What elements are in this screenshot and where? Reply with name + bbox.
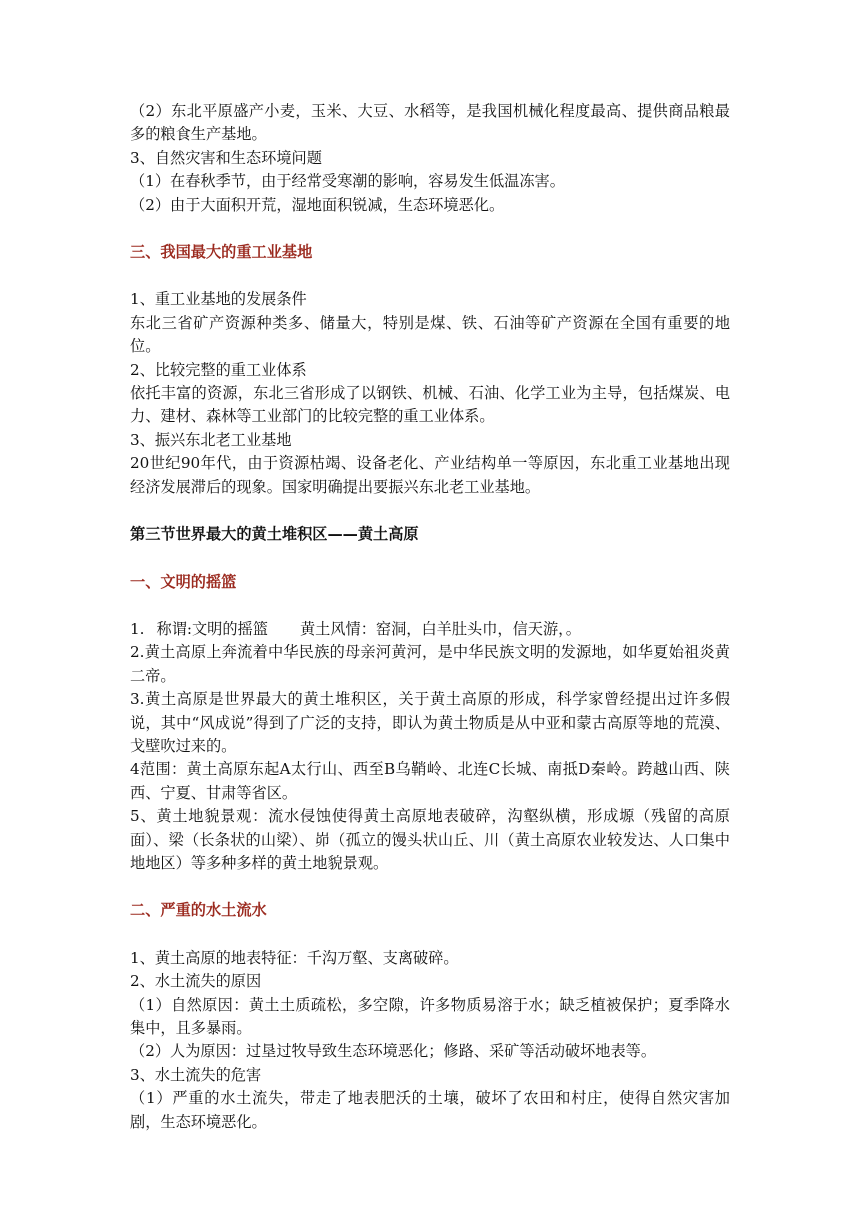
paragraph-wind-theory: 3.黄土高原是世界最大的黄土堆积区，关于黄土高原的形成，科学家曾经提出过许多假说，其中“风成说”得到了广泛的支持，即认为黄土物质是从中亚和蒙古高原等地的荒漠、戈壁吹过来的。	[130, 690, 730, 755]
section-heading-cradle-of-civilization: 一、文明的摇篮	[130, 572, 237, 591]
subheading-natural-disasters: 3、自然灾害和生态环境问题	[130, 148, 322, 167]
paragraph-wetland: （2）由于大面积开荒，湿地面积锐减，生态环境恶化。	[130, 195, 505, 214]
paragraph-surface-features: 1、黄土高原的地表特征：千沟万壑、支离破碎。	[130, 948, 459, 967]
paragraph-title-and-customs	[130, 618, 730, 641]
document-page	[130, 100, 730, 1134]
paragraph-northeast-plain: （2）东北平原盛产小麦，玉米、大豆、水稻等，是我国机械化程度最高、提供商品粮最多的粮食生产基地。	[130, 102, 730, 144]
paragraph-industry-system: 依托丰富的资源，东北三省形成了以钢铁、机械、石油、化学工业为主导，包括煤炭、电力、建材、森林等工业部门的比较完整的重工业体系。	[130, 384, 730, 426]
paragraph-yellow-river: 2.黄土高原上奔流着中华民族的母亲河黄河，是中华民族文明的发源地，如华夏始祖炎黄二帝。	[130, 643, 730, 685]
paragraph-landforms: 5、黄土地貌景观：流水侵蚀使得黄土高原地表破碎，沟壑纵横，形成塬（残留的高原面）、梁（长条状的山梁）、峁（孤立的馒头状山丘、川（黄土高原农业较发达、人口集中地地区）等多种多样的黄土地貌景观。	[130, 807, 730, 872]
paragraph-mineral-resources: 东北三省矿产资源种类多、储量大，特别是煤、铁、石油等矿产资源在全国有重要的地位。	[130, 313, 730, 356]
paragraph-human-causes: （2）人为原因：过垦过牧导致生态环境恶化；修路、采矿等活动破坏地表等。	[130, 1042, 657, 1061]
customs-text: 黄土风情：窑洞，白羊肚头巾，信天游，。	[299, 619, 581, 638]
subheading-erosion-causes: 2、水土流失的原因	[130, 972, 262, 991]
paragraph-cold-wave: （1）在春秋季节，由于经常受寒潮的影响，容易发生低温冻害。	[130, 172, 565, 191]
section-heading-heavy-industry: 三、我国最大的重工业基地	[130, 243, 313, 262]
paragraph-erosion-harm: （1）严重的水土流失，带走了地表肥沃的土壤，破坏了农田和村庄，使得自然灾害加剧，生态环境恶化。	[130, 1089, 730, 1131]
subheading-erosion-harm: 3、水土流失的危害	[130, 1065, 262, 1084]
subheading-industry-conditions: 1、重工业基地的发展条件	[130, 290, 307, 309]
subheading-industry-system: 2、比较完整的重工业体系	[130, 360, 307, 379]
paragraph-extent: 4范围：黄土高原东起A太行山、西至B乌鞘岭、北连C长城、南抵D秦岭。跨越山西、陕西、宁夏、甘肃等省区。	[130, 760, 730, 802]
subheading-revitalize: 3、振兴东北老工业基地	[130, 430, 292, 449]
title-text: 称谓:文明的摇篮	[156, 619, 268, 638]
list-number: 1.	[130, 619, 145, 638]
paragraph-revitalize: 20世纪90年代，由于资源枯竭、设备老化、产业结构单一等原因，东北重工业基地出现经济发展滞后的现象。国家明确提出要振兴东北老工业基地。	[130, 454, 730, 496]
paragraph-natural-causes: （1）自然原因：黄土土质疏松，多空隙，许多物质易溶于水；缺乏植被保护；夏季降水集中，且多暴雨。	[130, 995, 730, 1037]
chapter-title-loess-plateau: 第三节世界最大的黄土堆积区——黄土高原	[130, 525, 419, 544]
section-heading-soil-erosion: 二、严重的水土流水	[130, 901, 267, 920]
